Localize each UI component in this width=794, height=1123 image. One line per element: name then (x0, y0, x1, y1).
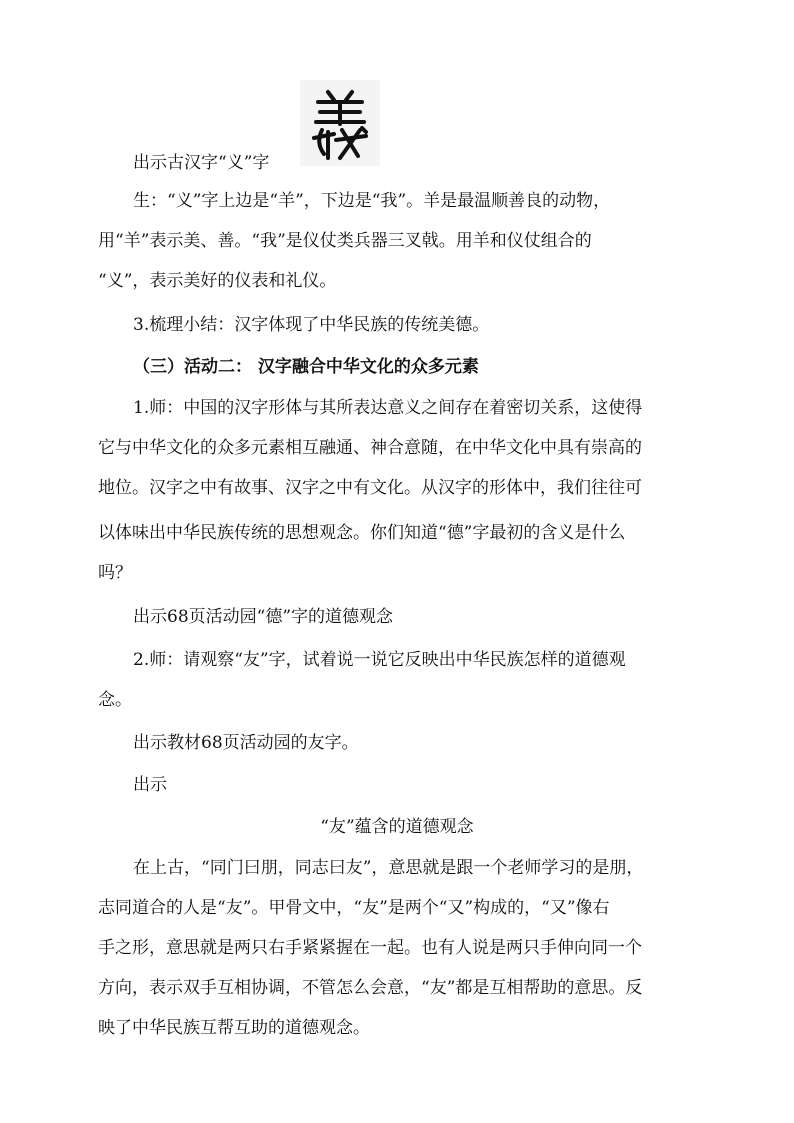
para4-line5: 映了中华民族互帮互助的道德观念。 (98, 1018, 370, 1038)
section-heading: （三）活动二： 汉字融合中华文化的众多元素 (133, 357, 479, 377)
para2-line4: 以体味出中华民族传统的思想观念。你们知道“德”字最初的含义是什么 (98, 523, 626, 543)
para2-line3: 地位。汉字之中有故事、汉字之中有文化。从汉字的形体中，我们往往可 (98, 478, 642, 498)
para3-line2: 念。 (98, 690, 132, 710)
para1-line2: 用“羊”表示美、善。“我”是仪仗类兵器三叉戟。用羊和仪仗组合的 (98, 231, 592, 251)
para2-line5: 吗？ (98, 563, 132, 583)
para1-line1: 生：“义”字上边是“羊”，下边是“我”。羊是最温顺善良的动物， (133, 191, 611, 211)
para3-line1: 2.师：请观察“友”字，试着说一说它反映出中华民族怎样的道德观 (133, 650, 626, 670)
summary-text: 3.梳理小结：汉字体现了中华民族的传统美德。 (133, 315, 490, 335)
para2-line2: 它与中华文化的众多元素相互融通、神合意随，在中华文化中具有崇高的 (98, 438, 642, 458)
para1-line3: “义”，表示美好的仪表和礼仪。 (98, 271, 337, 291)
seal-script-yi-icon (300, 80, 380, 166)
intro-text: 出示古汉字“义”字 (133, 153, 270, 173)
para2-line1: 1.师：中国的汉字形体与其所表达意义之间存在着密切关系，这使得 (133, 398, 643, 418)
show-text-2: 出示教材68页活动园的友字。 (133, 733, 359, 753)
ancient-yi-character-image (300, 80, 380, 166)
para4-line1: 在上古，“同门曰朋，同志曰友”，意思就是跟一个老师学习的是朋， (133, 858, 644, 878)
box-title: “友”蕴含的道德观念 (320, 817, 474, 837)
para4-line3: 手之形，意思就是两只右手紧紧握在一起。也有人说是两只手伸向同一个 (98, 938, 642, 958)
para4-line4: 方向，表示双手互相协调，不管怎么会意，“友”都是互相帮助的意思。反 (98, 978, 643, 998)
show-text-3: 出示 (133, 775, 167, 795)
show-text-1: 出示68页活动园“德”字的道德观念 (133, 607, 394, 627)
para4-line2: 志同道合的人是“友”。甲骨文中，“友”是两个“又”构成的，“又”像右 (98, 898, 610, 918)
